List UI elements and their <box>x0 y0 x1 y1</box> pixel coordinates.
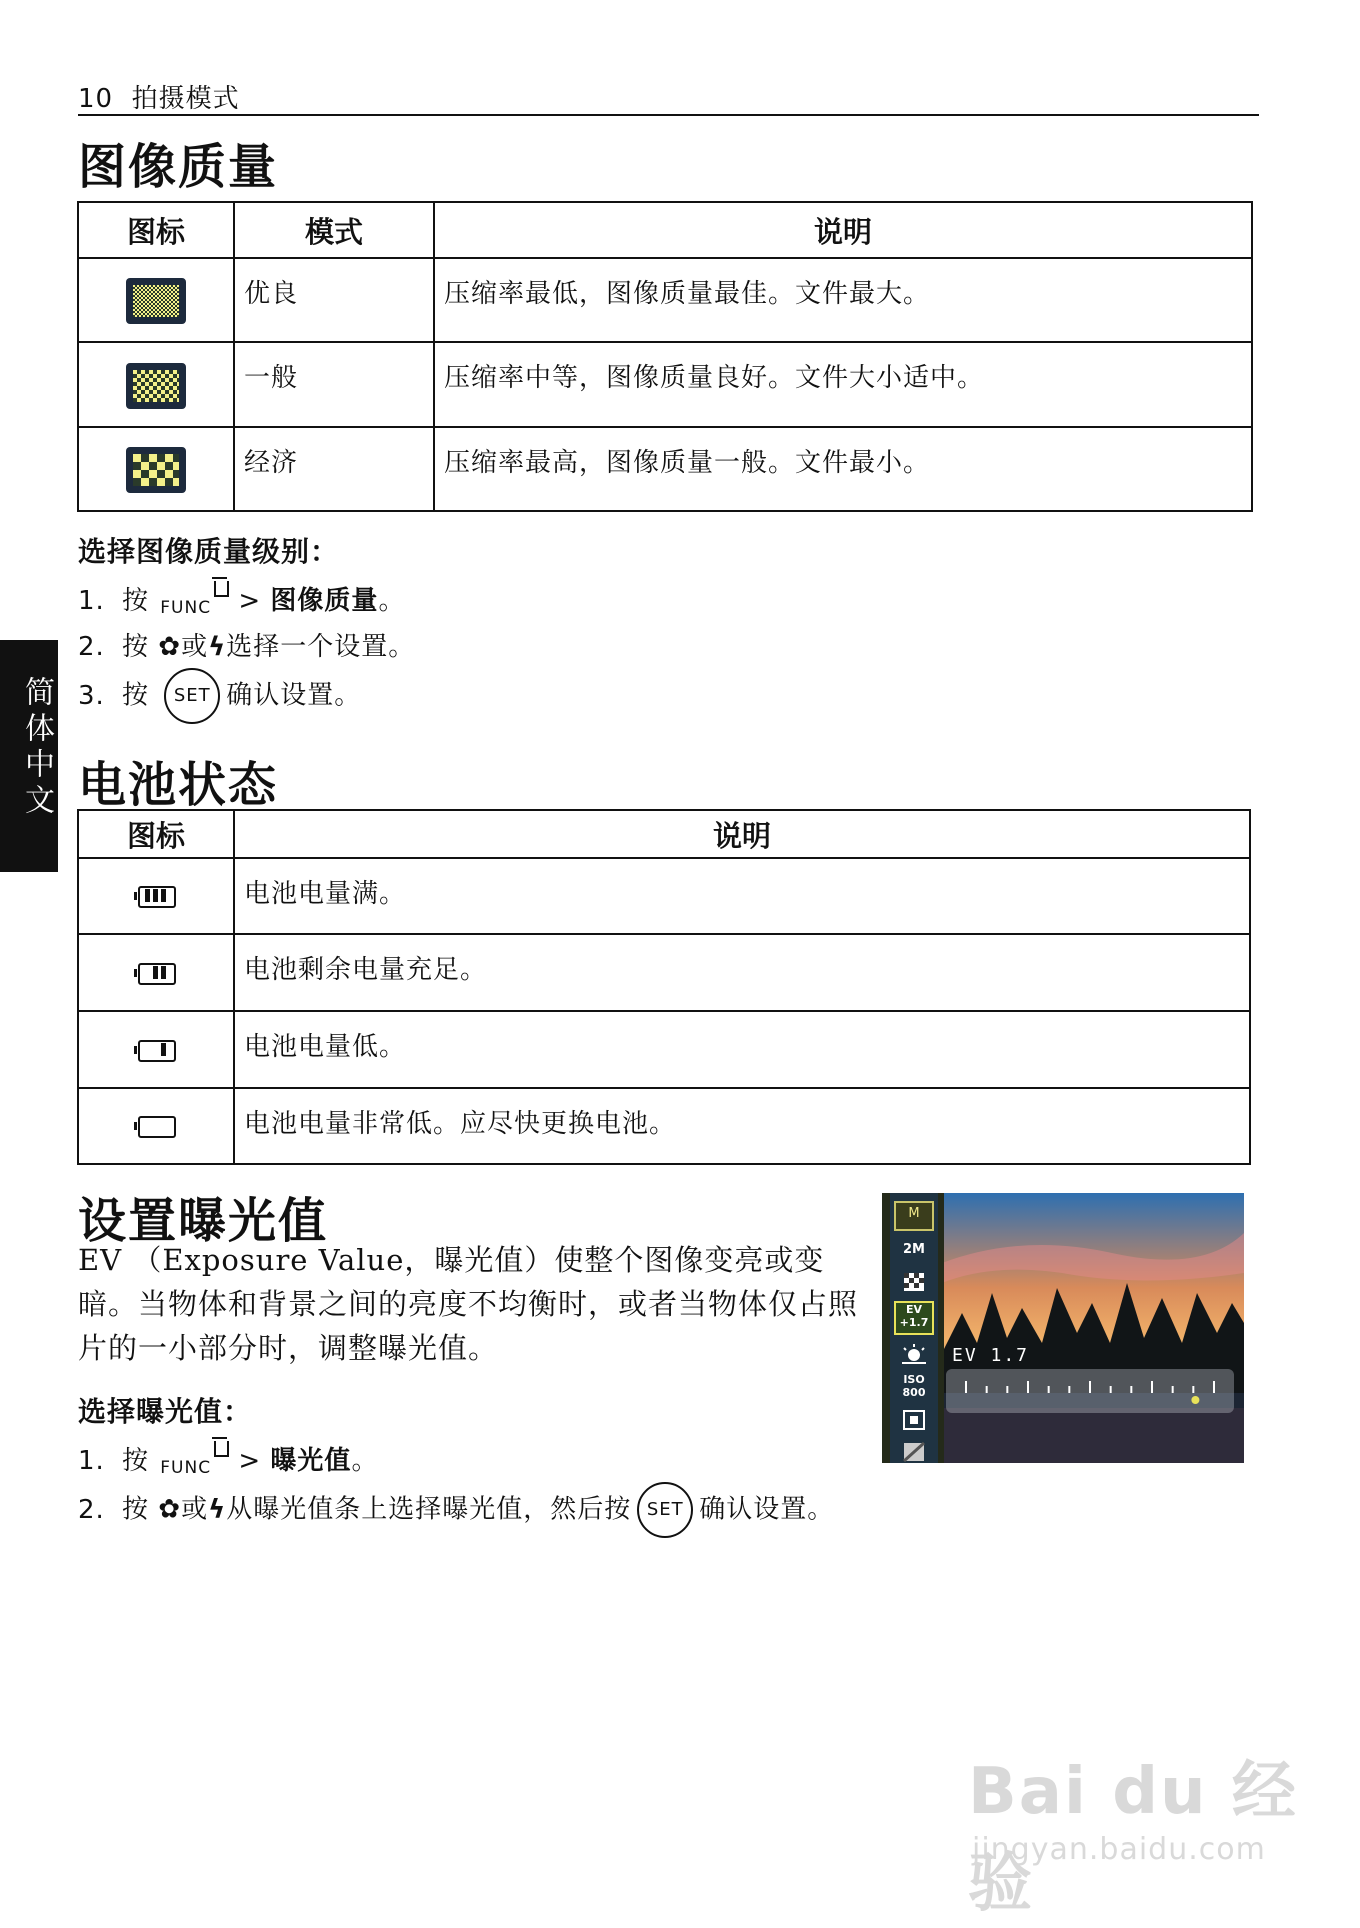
quality-col-icon: 图标 <box>78 202 234 258</box>
battery-section-title: 电池状态 <box>78 757 279 813</box>
quality-step-2: 2. 按 ✿或ϟ选择一个设置。 <box>78 632 416 662</box>
sunset-photo <box>882 1193 1244 1463</box>
macro-icon: ✿ <box>158 632 182 662</box>
effect-icon <box>894 1439 934 1463</box>
quality-mode: 一般 <box>234 342 434 427</box>
quality-row <box>78 427 1252 511</box>
battery-row <box>78 1088 1250 1164</box>
quality-menu-target: 图像质量 <box>270 586 379 616</box>
quality-economy-icon <box>126 447 186 493</box>
flash-icon: ϟ <box>208 1494 227 1525</box>
quality-mode: 经济 <box>234 427 434 511</box>
ev-readout: EV 1.7 <box>952 1345 1030 1366</box>
exposure-section-title: 设置曝光值 <box>78 1193 329 1249</box>
battery-desc: 电池电量非常低。应尽快更换电池。 <box>234 1088 1250 1164</box>
quality-subhead: 选择图像质量级别： <box>78 535 340 568</box>
running-header <box>78 78 240 115</box>
exposure-step-1: 1. 按 FUNC > 曝光值。 <box>78 1440 378 1478</box>
trash-icon <box>214 1441 229 1457</box>
quality-col-desc: 说明 <box>434 202 1252 258</box>
header-rule <box>78 114 1259 116</box>
quality-step-3: 3. 按 SET 确认设置。 <box>78 668 361 724</box>
quality-step-1: 1. 按 FUNC > 图像质量。 <box>78 580 405 618</box>
chapter-title: 拍摄模式 <box>131 84 240 114</box>
quality-table <box>77 201 1253 512</box>
battery-row <box>78 858 1250 934</box>
watermark-url: jingyan.baidu.com <box>972 1832 1266 1867</box>
camera-menu-bar <box>894 1201 934 1463</box>
ev-marker[interactable] <box>1191 1396 1199 1404</box>
exposure-menu-target: 曝光值 <box>270 1446 352 1476</box>
metering-icon <box>894 1407 934 1433</box>
battery-col-icon: 图标 <box>78 810 234 858</box>
iso-icon: ISO 800 <box>902 1373 926 1399</box>
language-side-tab <box>0 640 58 872</box>
battery-low-icon <box>134 1038 178 1062</box>
camera-lcd-screenshot <box>882 1193 1244 1463</box>
ev-scale <box>946 1369 1234 1413</box>
camera-mode-icon: M <box>894 1201 934 1231</box>
quality-fine-icon <box>126 278 186 324</box>
language-label: 简体中文 <box>19 676 54 820</box>
exposure-step-2: 2. 按 ✿或ϟ从曝光值条上选择曝光值，然后按 SET 确认设置。 <box>78 1482 834 1538</box>
exposure-subhead: 选择曝光值： <box>78 1395 253 1428</box>
macro-icon: ✿ <box>158 1494 182 1525</box>
quality-menu-icon <box>894 1269 934 1295</box>
quality-normal-icon <box>126 363 186 409</box>
battery-sufficient-icon <box>134 961 178 985</box>
battery-desc: 电池剩余电量充足。 <box>234 934 1250 1011</box>
quality-desc: 压缩率最高，图像质量一般。文件最小。 <box>434 427 1252 511</box>
quality-section-title: 图像质量 <box>78 139 279 195</box>
quality-desc: 压缩率最低，图像质量最佳。文件最大。 <box>434 258 1252 342</box>
set-button-icon: SET <box>637 1482 693 1538</box>
flash-icon: ϟ <box>208 632 227 662</box>
battery-row <box>78 934 1250 1011</box>
battery-table <box>77 809 1251 1165</box>
func-button-label: FUNC <box>160 598 212 618</box>
set-button-icon: SET <box>164 668 220 724</box>
battery-full-icon <box>134 884 178 908</box>
quality-desc: 压缩率中等，图像质量良好。文件大小适中。 <box>434 342 1252 427</box>
battery-desc: 电池电量低。 <box>234 1011 1250 1088</box>
battery-very-low-icon <box>134 1114 178 1138</box>
quality-row <box>78 258 1252 342</box>
func-button-label: FUNC <box>160 1458 212 1478</box>
quality-row <box>78 342 1252 427</box>
watermark-brand: Bai du 经验 <box>968 1755 1298 1921</box>
battery-desc: 电池电量满。 <box>234 858 1250 934</box>
ev-menu-icon[interactable]: EV +1.7 <box>894 1301 934 1335</box>
quality-col-mode: 模式 <box>234 202 434 258</box>
white-balance-icon <box>894 1341 934 1367</box>
page-number: 10 <box>78 84 114 114</box>
ev-slider[interactable] <box>946 1369 1234 1413</box>
quality-mode: 优良 <box>234 258 434 342</box>
battery-row <box>78 1011 1250 1088</box>
battery-col-desc: 说明 <box>234 810 1250 858</box>
image-size-icon: 2M <box>903 1242 925 1257</box>
exposure-paragraph: EV （Exposure Value，曝光值）使整个图像变亮或变暗。当物体和背景之间的亮度不均衡时，或者当物体仅占照片的一小部分时，调整曝光值。 <box>78 1243 859 1365</box>
trash-icon <box>214 581 229 597</box>
